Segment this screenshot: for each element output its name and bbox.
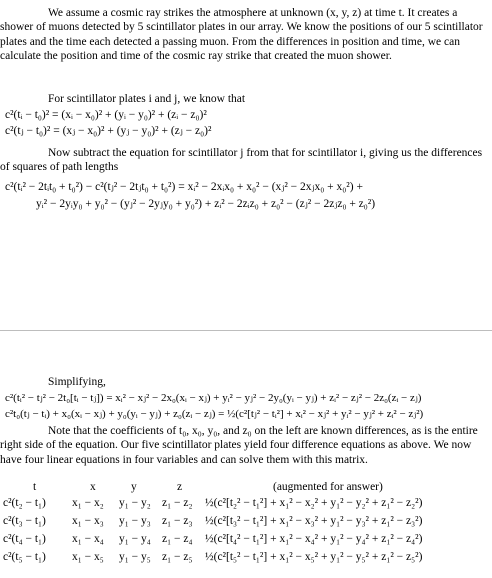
matrix-cell: z₁ − z₄ bbox=[162, 533, 193, 545]
simplified-equation-2: c²t₀(tⱼ − tᵢ) + x₀(xᵢ − xⱼ) + y₀(yᵢ − yⱼ) + z₀(zᵢ − zⱼ) = ½(c²[tⱼ² − tᵢ²] + xᵢ² − xⱼ² + yᵢ² − yⱼ² + zᵢ² − zⱼ²) bbox=[5, 408, 424, 420]
matrix-cell: z₁ − z₃ bbox=[162, 515, 193, 527]
matrix-cell: x₁ − x₄ bbox=[72, 533, 104, 545]
intro-paragraph: We assume a cosmic ray strikes the atmosphere at unknown (x, y, z) at time t. It creates a shower of muons detected by 5 scintillator plates in our array. We know the positions of our 5 scintillator plates and the time each detected a passing muon. From the differences in position and time, we can calculate the position and time of the cosmic ray strike that created the muon shower. bbox=[0, 7, 483, 63]
matrix-header-z: z bbox=[177, 481, 183, 493]
matrix-cell: y₁ − y₂ bbox=[119, 497, 151, 509]
simplifying-label: Simplifying, bbox=[48, 376, 106, 388]
expansion-line-2: yᵢ² − 2yᵢy₀ + y₀² − (yⱼ² − 2yⱼy₀ + y₀²) + zᵢ² − 2zᵢz₀ + z₀² − (zⱼ² − 2zⱼz₀ + z₀²) bbox=[36, 198, 376, 210]
note-paragraph: Note that the coefficients of t₀, x₀, y₀, and z₀ on the left are known differences, as is the entire right side of the equation. Our five scintillator plates yield four difference equations as above. We now have four linear equations in four variables and can solve them with this matrix. bbox=[0, 425, 478, 466]
matrix-cell: ½(c²[t₅² − t₁²] + x₁² − x₅² + y₁² − y₅² + z₁² − z₅²) bbox=[205, 551, 423, 563]
matrix-cell: c²(t₃ − t₁) bbox=[3, 515, 46, 527]
matrix-cell: y₁ − y₃ bbox=[119, 515, 151, 527]
page-2 bbox=[0, 331, 492, 578]
matrix-header-augmented: (augmented for answer) bbox=[273, 481, 383, 493]
matrix-cell: ½(c²[t₂² − t₁²] + x₁² − x₂² + y₁² − y₂² + z₁² − z₂²) bbox=[205, 497, 423, 509]
expansion-line-1: c²(tᵢ² − 2tᵢt₀ + t₀²) − c²(tⱼ² − 2tⱼt₀ + t₀²) = xᵢ² − 2xᵢx₀ + x₀² − (xⱼ² − 2xⱼx₀ + x₀²) + bbox=[5, 181, 363, 193]
matrix-header-x: x bbox=[90, 481, 96, 493]
equation-j: c²(tⱼ − t₀)² = (xⱼ − x₀)² + (yⱼ − y₀)² + (zⱼ − z₀)² bbox=[5, 125, 212, 137]
matrix-cell: ½(c²[t₃² − t₁²] + x₁² − x₃² + y₁² − y₃² + z₁² − z₃²) bbox=[205, 515, 423, 527]
matrix-cell: z₁ − z₂ bbox=[162, 497, 193, 509]
subtract-paragraph: Now subtract the equation for scintillator j from that for scintillator i, giving us the differences of squares of path lengths bbox=[0, 147, 483, 174]
matrix-cell: y₁ − y₄ bbox=[119, 533, 151, 545]
matrix bbox=[0, 331, 492, 578]
matrix-cell: x₁ − x₃ bbox=[72, 515, 104, 527]
matrix-cell: x₁ − x₂ bbox=[72, 497, 104, 509]
matrix-cell: c²(t₅ − t₁) bbox=[3, 551, 46, 563]
equation-i: c²(tᵢ − t₀)² = (xᵢ − x₀)² + (yᵢ − y₀)² + (zᵢ − z₀)² bbox=[5, 109, 207, 121]
matrix-cell: c²(t₄ − t₁) bbox=[3, 533, 46, 545]
plates-text: For scintillator plates i and j, we know that bbox=[48, 93, 246, 105]
matrix-header-y: y bbox=[131, 481, 137, 493]
simplified-equation-1: c²(tᵢ² − tⱼ² − 2t₀[tᵢ − tⱼ]) = xᵢ² − xⱼ² − 2x₀(xᵢ − xⱼ) + yᵢ² − yⱼ² − 2y₀(yᵢ − yⱼ) + zᵢ² − zⱼ² − 2z₀(zᵢ − zⱼ) bbox=[5, 392, 422, 404]
matrix-cell: x₁ − x₅ bbox=[72, 551, 104, 563]
matrix-header-t: t bbox=[33, 481, 37, 493]
matrix-cell: c²(t₂ − t₁) bbox=[3, 497, 46, 509]
matrix-cell: y₁ − y₅ bbox=[119, 551, 151, 563]
matrix-cell: z₁ − z₅ bbox=[162, 551, 193, 563]
matrix-cell: ½(c²[t₄² − t₁²] + x₁² − x₄² + y₁² − y₄² + z₁² − z₄²) bbox=[205, 533, 423, 545]
